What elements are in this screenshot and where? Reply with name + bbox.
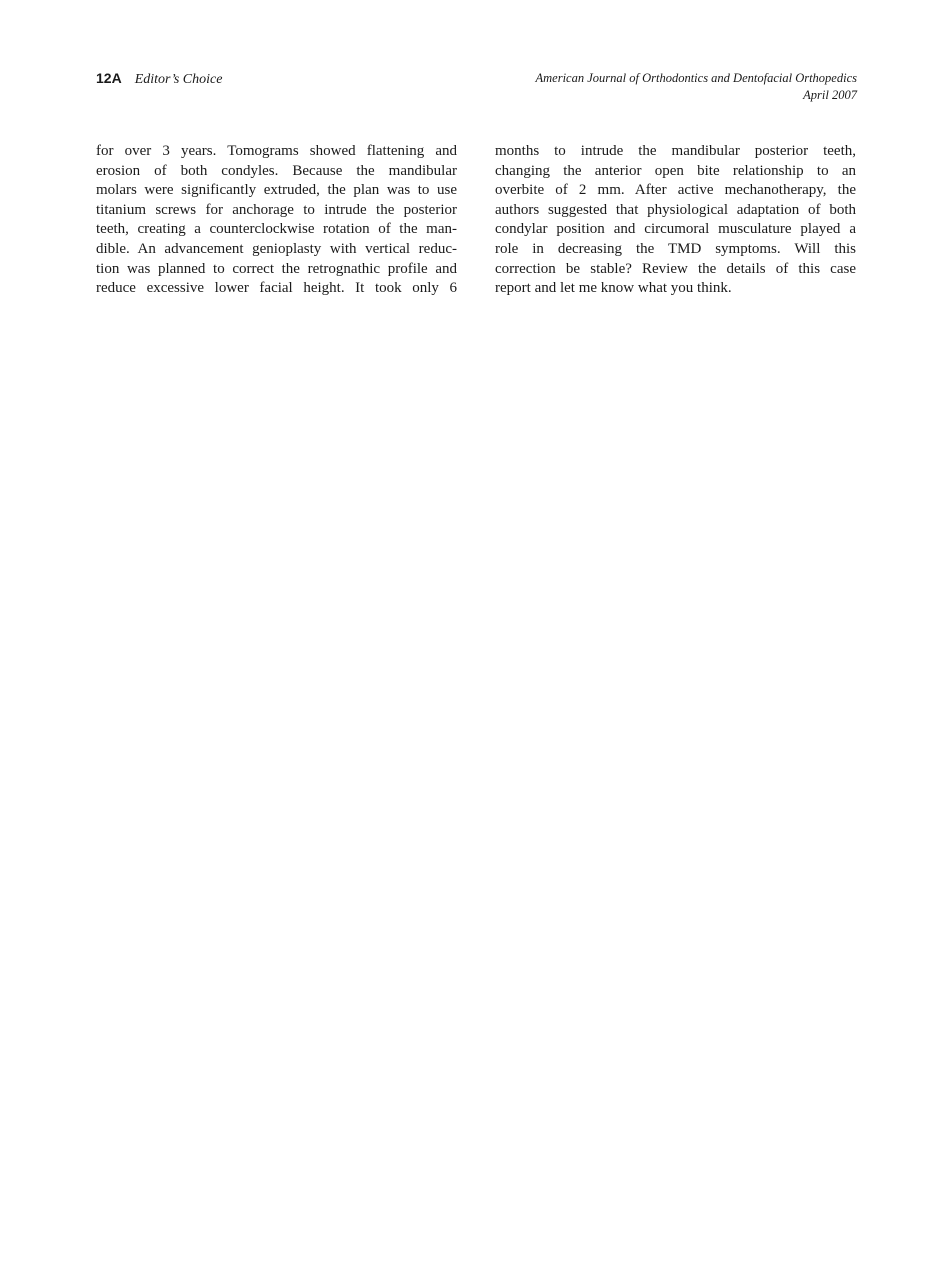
body-line: report and let me know what you think. — [495, 280, 732, 297]
body-line: changing the anterior open bite relationship to an — [495, 162, 856, 179]
body-line: molars were significantly extruded, the plan was to use — [96, 182, 457, 199]
issue-date: April 2007 — [803, 88, 857, 102]
body-line: teeth, creating a counterclockwise rotation of the man- — [96, 221, 457, 238]
body-line: erosion of both condyles. Because the mandibular — [96, 162, 457, 179]
body-line: authors suggested that physiological adaptation of both — [495, 201, 856, 218]
body-line: correction be stable? Review the details of this case — [495, 260, 856, 277]
body-line: condylar position and circumoral musculature played a — [495, 221, 856, 238]
journal-name: American Journal of Orthodontics and Dentofacial Orthopedics — [535, 71, 857, 85]
header-right — [536, 70, 858, 104]
right-column — [495, 142, 856, 299]
body-line: role in decreasing the TMD symptoms. Will this — [495, 240, 856, 257]
page-number: 12A — [96, 70, 122, 86]
left-column — [96, 142, 457, 299]
body-line: titanium screws for anchorage to intrude the posterior — [96, 201, 457, 218]
body-line: dible. An advancement genioplasty with vertical reduc- — [96, 240, 457, 257]
header-left — [96, 70, 222, 88]
body-line: months to intrude the mandibular posterior teeth, — [495, 143, 856, 159]
body-line: tion was planned to correct the retrognathic profile and — [96, 260, 457, 277]
running-header — [96, 70, 857, 110]
body-line: reduce excessive lower facial height. It took only 6 — [96, 280, 457, 297]
body-line: overbite of 2 mm. After active mechanotherapy, the — [495, 182, 856, 199]
section-title: Editor’s Choice — [134, 72, 223, 87]
body-line: for over 3 years. Tomograms showed flattening and — [96, 143, 457, 159]
